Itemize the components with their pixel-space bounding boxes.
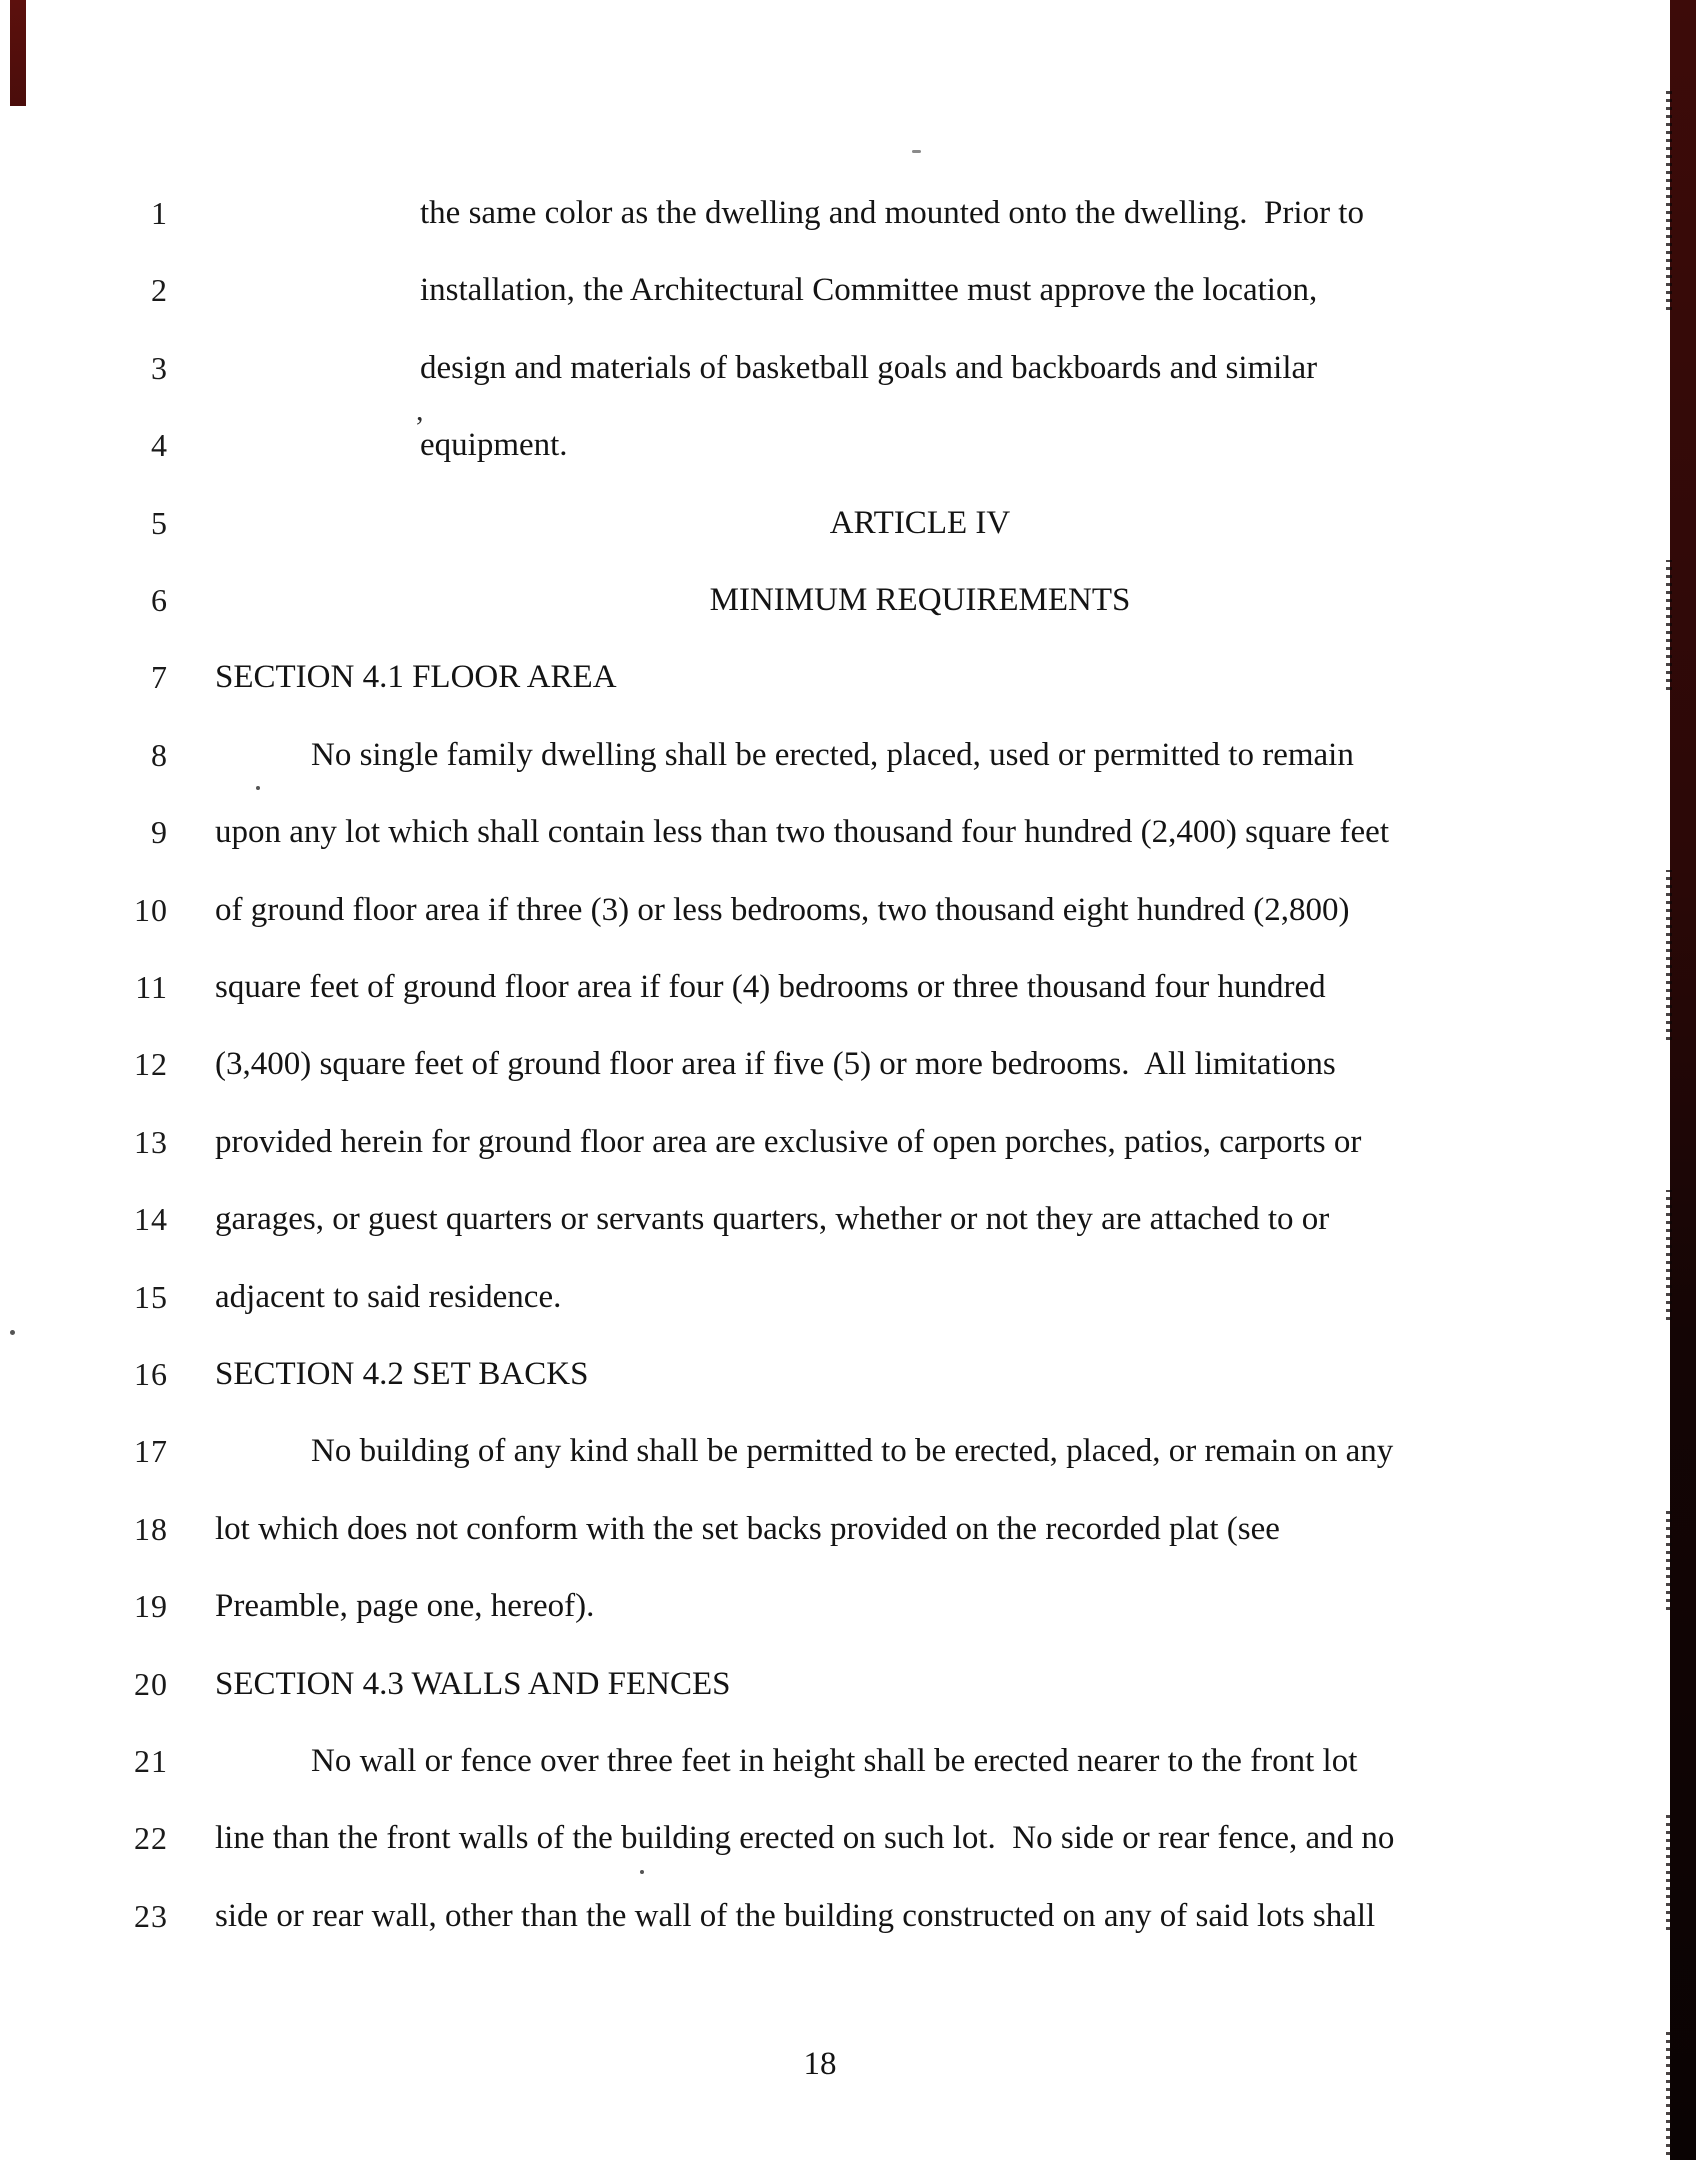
- line-row: [0, 734, 1696, 780]
- line-text: No single family dwelling shall be erected, placed, used or permitted to remain: [311, 737, 1354, 773]
- line-number: 12: [134, 1046, 168, 1082]
- line-row: [0, 1276, 1696, 1322]
- line-row: [0, 889, 1696, 935]
- scan-speck: ,: [416, 394, 424, 427]
- line-row: [0, 579, 1696, 625]
- scan-noise-strip: [1666, 870, 1672, 1040]
- line-row: [0, 1895, 1696, 1941]
- line-text: Preamble, page one, hereof).: [215, 1588, 595, 1624]
- line-row: [0, 811, 1696, 857]
- line-row: [0, 1198, 1696, 1244]
- line-text: upon any lot which shall contain less than two thousand four hundred (2,400) square feet: [215, 814, 1389, 850]
- line-text: adjacent to said residence.: [215, 1279, 562, 1315]
- line-text: (3,400) square feet of ground floor area if five (5) or more bedrooms. All limitations: [215, 1046, 1336, 1082]
- scan-noise-strip: [1666, 560, 1672, 690]
- line-text: No building of any kind shall be permitted to be erected, placed, or remain on any: [311, 1433, 1394, 1469]
- line-number: 3: [151, 350, 168, 386]
- line-number: 21: [134, 1743, 168, 1779]
- line-number: 20: [134, 1666, 168, 1702]
- line-number: 10: [134, 892, 168, 928]
- scan-speck: [10, 1330, 15, 1335]
- scan-noise-strip: [1666, 1190, 1672, 1320]
- line-row: [0, 1430, 1696, 1476]
- line-text: installation, the Architectural Committee must approve the location,: [420, 272, 1318, 308]
- line-number: 15: [134, 1279, 168, 1315]
- line-row: [0, 1663, 1696, 1709]
- line-row: [0, 192, 1696, 238]
- line-text: line than the front walls of the building erected on such lot. No side or rear fence, and no: [215, 1820, 1395, 1856]
- line-text: square feet of ground floor area if four (4) bedrooms or three thousand four hundred: [215, 969, 1326, 1005]
- line-number: 9: [151, 814, 168, 850]
- line-text: No wall or fence over three feet in height shall be erected nearer to the front lot: [311, 1743, 1358, 1779]
- line-row: [0, 1740, 1696, 1786]
- line-number: 19: [134, 1588, 168, 1624]
- line-text: SECTION 4.2 SET BACKS: [215, 1356, 589, 1392]
- line-number: 18: [134, 1511, 168, 1547]
- scan-noise-strip: [1666, 90, 1672, 310]
- line-row: [0, 1585, 1696, 1631]
- page-number: 18: [803, 2046, 837, 2082]
- line-text: side or rear wall, other than the wall of the building constructed on any of said lots shall: [215, 1898, 1376, 1934]
- line-number: 1: [151, 195, 168, 231]
- scan-noise-strip: [1666, 1810, 1672, 1930]
- line-row: [0, 656, 1696, 702]
- line-text: of ground floor area if three (3) or less bedrooms, two thousand eight hundred (2,800): [215, 892, 1350, 928]
- line-row: [0, 269, 1696, 315]
- line-number: 22: [134, 1820, 168, 1856]
- line-text: SECTION 4.3 WALLS AND FENCES: [215, 1666, 731, 1702]
- scan-artifact-right-bar: [1670, 0, 1696, 2160]
- scan-speck: [912, 150, 921, 153]
- line-number: 23: [134, 1898, 168, 1934]
- line-row: [0, 1353, 1696, 1399]
- line-row: [0, 966, 1696, 1012]
- line-number: 5: [151, 505, 168, 541]
- line-number: 11: [135, 969, 168, 1005]
- line-text: ARTICLE IV: [829, 505, 1011, 541]
- line-text: the same color as the dwelling and mounted onto the dwelling. Prior to: [420, 195, 1364, 231]
- line-number: 17: [134, 1433, 168, 1469]
- line-number: 8: [151, 737, 168, 773]
- line-text: provided herein for ground floor area are exclusive of open porches, patios, carports or: [215, 1124, 1362, 1160]
- scan-noise-strip: [1666, 1510, 1672, 1610]
- line-text: equipment.: [420, 427, 568, 463]
- line-row: [0, 1508, 1696, 1554]
- line-row: [0, 1121, 1696, 1167]
- line-text: MINIMUM REQUIREMENTS: [709, 582, 1131, 618]
- line-number: 13: [134, 1124, 168, 1160]
- line-text: SECTION 4.1 FLOOR AREA: [215, 659, 617, 695]
- line-row: [0, 424, 1696, 470]
- line-text: lot which does not conform with the set backs provided on the recorded plat (see: [215, 1511, 1280, 1547]
- line-number: 4: [151, 427, 168, 463]
- line-number: 6: [151, 582, 168, 618]
- line-number: 16: [134, 1356, 168, 1392]
- scan-artifact-left-bar: [10, 0, 26, 106]
- scan-speck: [256, 786, 260, 790]
- scan-noise-strip: [1666, 2030, 1672, 2155]
- line-number: 14: [134, 1201, 168, 1237]
- line-number: 7: [151, 659, 168, 695]
- line-row: [0, 347, 1696, 393]
- line-row: [0, 502, 1696, 548]
- line-row: [0, 1043, 1696, 1089]
- line-row: [0, 1817, 1696, 1863]
- line-number: 2: [151, 272, 168, 308]
- line-text: design and materials of basketball goals and backboards and similar: [420, 350, 1318, 386]
- line-text: garages, or guest quarters or servants quarters, whether or not they are attached to or: [215, 1201, 1330, 1237]
- scan-speck: [640, 1870, 644, 1874]
